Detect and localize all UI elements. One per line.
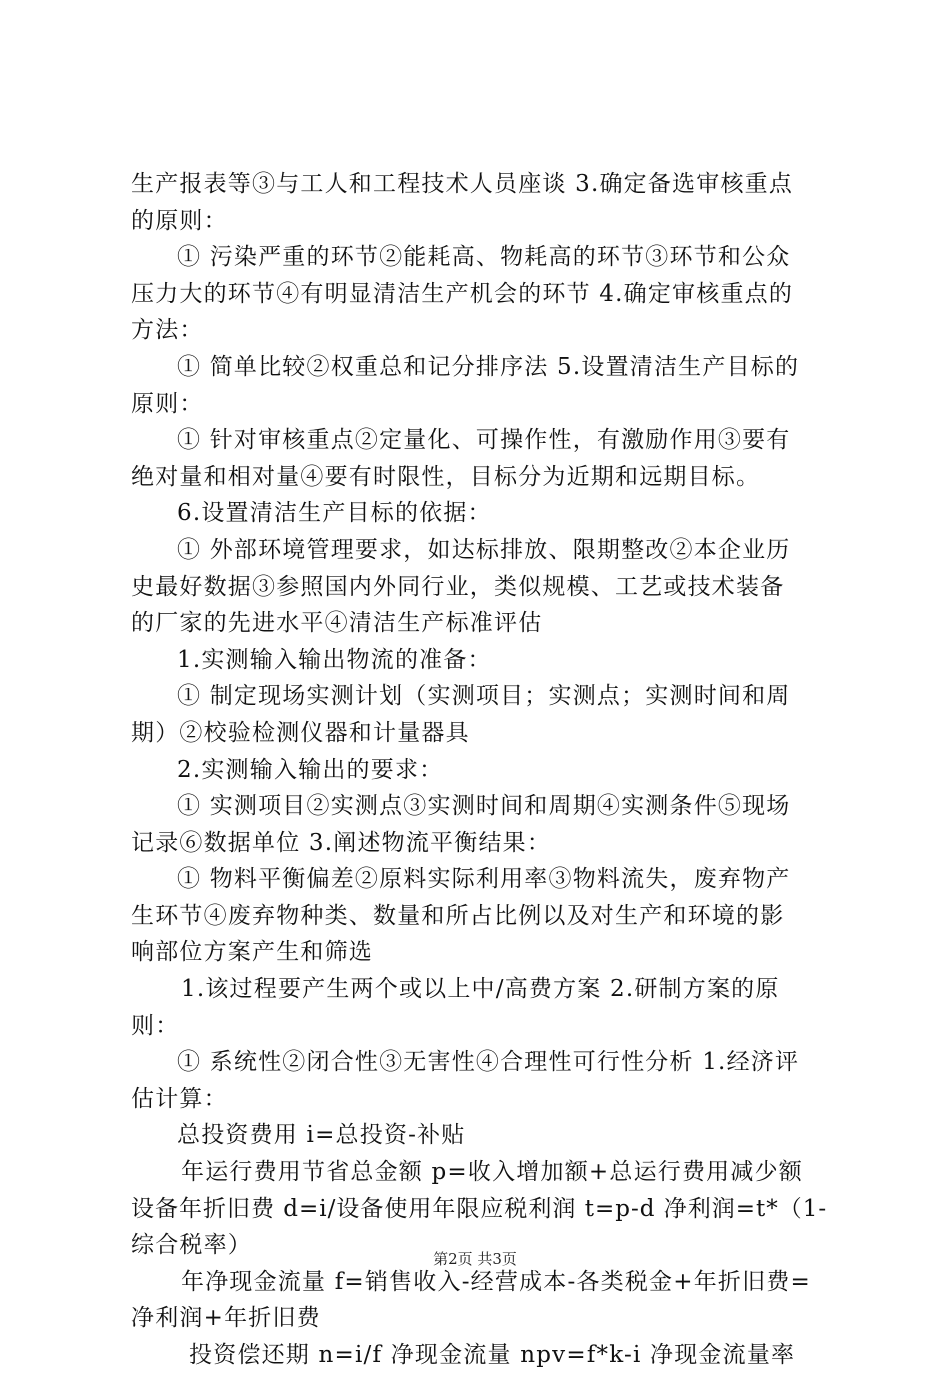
text-line: ① 污染严重的环节②能耗高、物耗高的环节③环节和公众 <box>177 244 791 271</box>
text-line: 1.实测输入输出物流的准备： <box>177 646 492 673</box>
text-line: ① 针对审核重点②定量化、可操作性，有激励作用③要有 <box>177 427 791 454</box>
text-line: 2.实测输入输出的要求： <box>177 756 444 783</box>
text-line: 综合税率） <box>131 1232 252 1259</box>
text-line: 净利润+年折旧费 <box>131 1305 321 1332</box>
text-line: 响部位方案产生和筛选 <box>131 939 373 966</box>
body-text <box>131 166 833 1374</box>
text-line: 记录⑥数据单位 3.阐述物流平衡结果： <box>131 829 552 856</box>
text-line: 的原则： <box>131 207 228 234</box>
text-line: 绝对量和相对量④要有时限性，目标分为近期和远期目标。 <box>131 463 761 490</box>
text-line: 设备年折旧费 d=i/设备使用年限应税利润 t=p-d 净利润=t*（1- <box>131 1195 828 1222</box>
page-footer: 第2页 共3页 <box>433 1250 517 1268</box>
text-line: 方法： <box>131 317 204 344</box>
text-line: 总投资费用 i=总投资-补贴 <box>177 1122 466 1149</box>
text-line: ① 外部环境管理要求，如达标排放、限期整改②本企业历 <box>177 536 791 563</box>
text-line: 原则： <box>131 390 204 417</box>
text-line: 生环节④废弃物种类、数量和所占比例以及对生产和环境的影 <box>131 902 785 929</box>
text-line: 6.设置清洁生产目标的依据： <box>177 500 492 527</box>
text-line: ① 实测项目②实测点③实测时间和周期④实测条件⑤现场 <box>177 793 791 820</box>
text-line: ① 物料平衡偏差②原料实际利用率③物料流失，废弃物产 <box>177 866 791 893</box>
text-line: ① 制定现场实测计划（实测项目；实测点；实测时间和周 <box>177 683 791 710</box>
text-line: 年净现金流量 f=销售收入-经营成本-各类税金+年折旧费= <box>181 1268 811 1295</box>
text-line: ① 简单比较②权重总和记分排序法 5.设置清洁生产目标的 <box>177 353 800 380</box>
text-line: 则： <box>131 1012 180 1039</box>
text-line: 压力大的环节④有明显清洁生产机会的环节 4.确定审核重点的 <box>131 280 794 307</box>
text-line: 1.该过程要产生两个或以上中/高费方案 2.研制方案的原 <box>181 976 780 1003</box>
text-line: 年运行费用节省总金额 p=收入增加额+总运行费用减少额 <box>181 1159 803 1186</box>
text-line: ① 系统性②闭合性③无害性④合理性可行性分析 1.经济评 <box>177 1049 800 1076</box>
text-line: 期）②校验检测仪器和计量器具 <box>131 719 470 746</box>
text-line: 史最好数据③参照国内外同行业，类似规模、工艺或技术装备 <box>131 573 785 600</box>
text-line: 估计算： <box>131 1085 228 1112</box>
text-line: 生产报表等③与工人和工程技术人员座谈 3.确定备选审核重点 <box>131 171 794 197</box>
text-line: 投资偿还期 n=i/f 净现金流量 npv=f*k-i 净现金流量率 <box>189 1342 796 1368</box>
text-line: 的厂家的先进水平④清洁生产标准评估 <box>131 610 543 637</box>
